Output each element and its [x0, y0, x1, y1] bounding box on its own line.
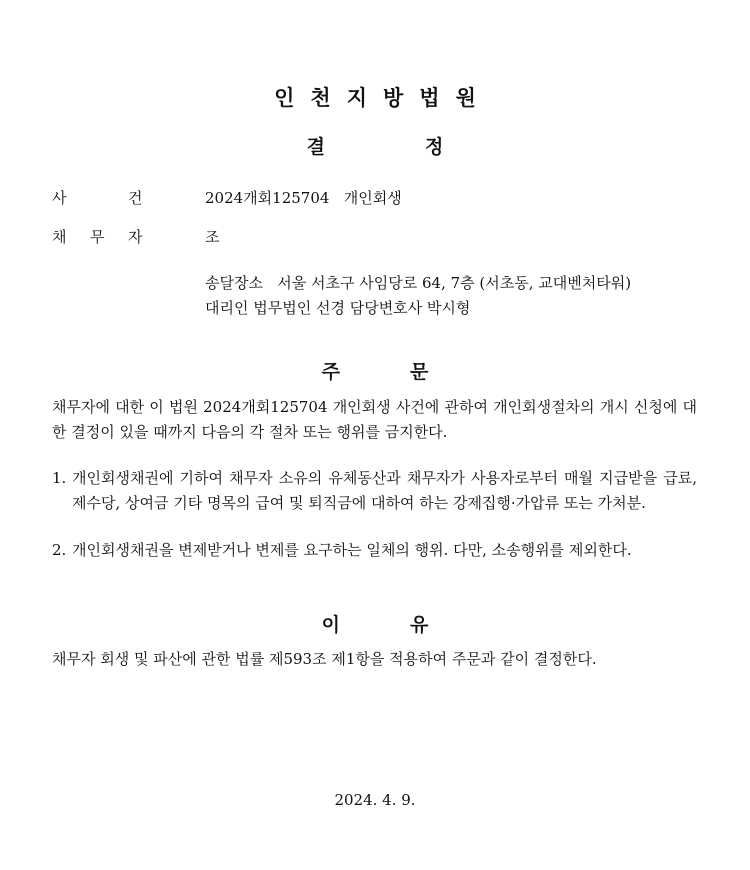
reason-text: 채무자 회생 및 파산에 관한 법률 제593조 제1항을 적용하여 주문과 같이 결정한다. — [52, 650, 597, 668]
service-address: 송달장소 서울 서초구 사임당로 64, 7층 (서초동, 교대벤처타워) — [205, 274, 632, 292]
list-item-number: 2. — [52, 541, 67, 559]
debtor-label-char: 채 — [52, 228, 67, 246]
reason-heading-right: 유 — [410, 614, 429, 636]
list-item-text: 개인회생채권을 변제받거나 변제를 요구하는 일체의 행위. 다만, 소송행위를 제외한다. — [72, 541, 632, 559]
order-text: 채무자에 대한 이 법원 2024개회125704 개인회생 사건에 관하여 개인회생절차의 개시 신청에 대한 결정이 있을 때까지 다음의 각 절차 또는 행위를 금지한다. — [52, 398, 697, 441]
document-title-right: 정 — [425, 136, 444, 158]
legal-agent: 대리인 법무법인 선경 담당변호사 박시형 — [205, 299, 471, 317]
debtor-label — [52, 226, 143, 247]
case-label-char: 건 — [128, 189, 143, 207]
reason-heading — [0, 610, 750, 637]
document-title — [0, 132, 750, 159]
document-title-left: 결 — [306, 136, 325, 158]
debtor-name: 조 — [205, 228, 220, 246]
case-label — [52, 187, 143, 208]
decision-date: 2024. 4. 9. — [334, 791, 416, 809]
list-item — [52, 538, 697, 563]
list-item — [52, 466, 697, 516]
order-heading-left: 주 — [321, 361, 340, 383]
list-item-number: 1. — [52, 469, 67, 487]
list-item-text: 개인회생채권에 기하여 채무자 소유의 유체동산과 채무자가 사용자로부터 매월 지급받을 급료, 제수당, 상여금 기타 명목의 급여 및 퇴직금에 대하여 하는 강제집행·가압류 또는 가처분. — [72, 469, 697, 512]
order-heading-right: 문 — [410, 361, 429, 383]
case-label-char: 사 — [52, 189, 67, 207]
case-number: 2024개회125704 개인회생 — [205, 189, 402, 207]
order-heading — [0, 357, 750, 384]
debtor-label-char: 무 — [90, 228, 105, 246]
debtor-label-char: 자 — [128, 228, 143, 246]
court-name: 인천지방법원 — [274, 86, 492, 110]
reason-heading-left: 이 — [321, 614, 340, 636]
